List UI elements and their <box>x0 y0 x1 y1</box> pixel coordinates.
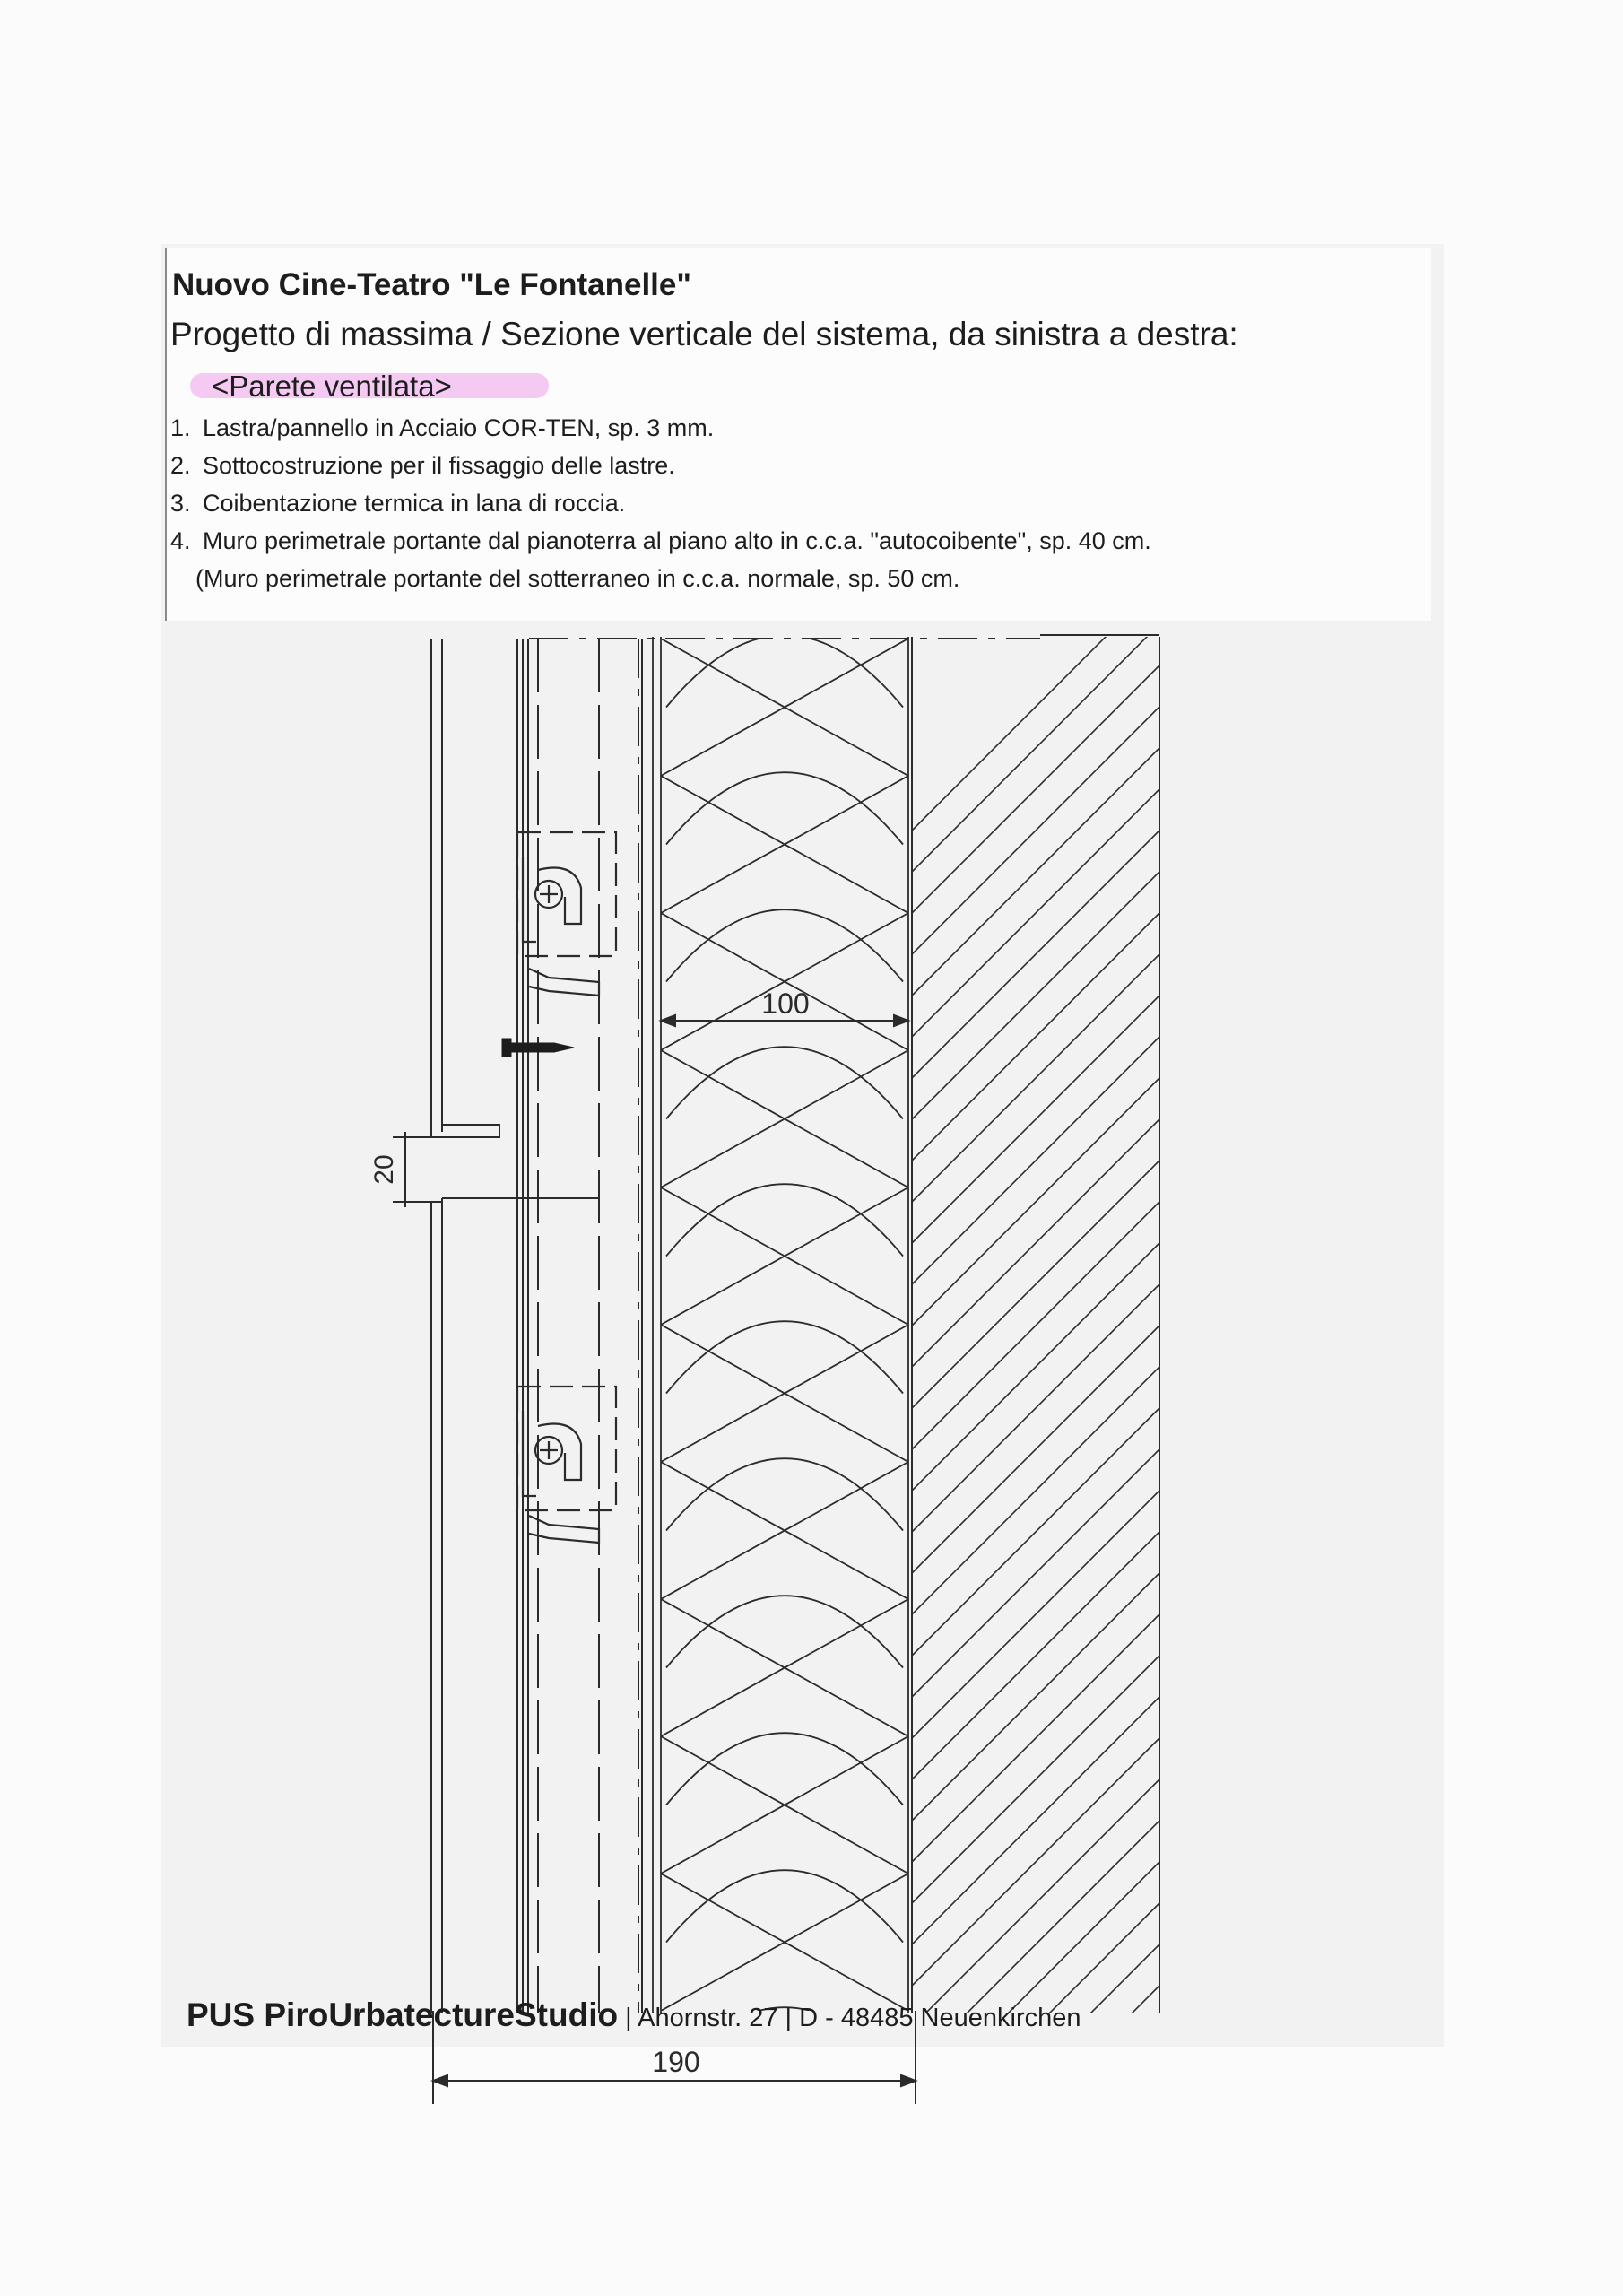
clip-bracket-lower <box>517 1387 616 1543</box>
insulation-layer <box>653 635 908 2148</box>
note-number: 2. <box>170 452 191 479</box>
note-number: 3. <box>170 490 191 517</box>
corten-panel-upper <box>431 639 499 1137</box>
dimension-label-total: 190 <box>652 2046 700 2078</box>
note-text: Lastra/pannello in Acciaio COR-TEN, sp. 3 mm. <box>203 414 715 441</box>
note-number: 4. <box>170 527 191 554</box>
note-text: Coibentazione termica in lana di roccia. <box>203 490 626 517</box>
dimension-label-insulation: 100 <box>761 987 810 1020</box>
note-continuation: (Muro perimetrale portante del sotterraneo in c.c.a. normale, sp. 50 cm. <box>195 565 960 592</box>
vertical-rail <box>517 639 528 2013</box>
clip-bracket-upper <box>517 832 616 996</box>
concrete-wall <box>912 583 1159 2296</box>
project-subtitle: Progetto di massima / Sezione verticale del sistema, da sinistra a destra: <box>170 316 1238 352</box>
dimension-label-joint: 20 <box>369 1154 399 1185</box>
project-title: Nuovo Cine-Teatro "Le Fontanelle" <box>172 267 691 302</box>
note-text: Sottocostruzione per il fissaggio delle lastre. <box>203 452 675 479</box>
studio-name: PUS PiroUrbatectureStudio <box>187 1996 619 2033</box>
footer <box>187 1996 1081 2034</box>
system-label: <Parete ventilata> <box>212 370 452 403</box>
corten-panel-lower <box>431 1198 599 2013</box>
note-number: 1. <box>170 414 191 441</box>
note-text: Muro perimetrale portante dal pianoterra al piano alto in c.c.a. "autocoibente", sp. 40 cm. <box>203 527 1151 554</box>
studio-address: | Ahornstr. 27 | D - 48485 Neuenkirchen <box>618 2004 1081 2032</box>
